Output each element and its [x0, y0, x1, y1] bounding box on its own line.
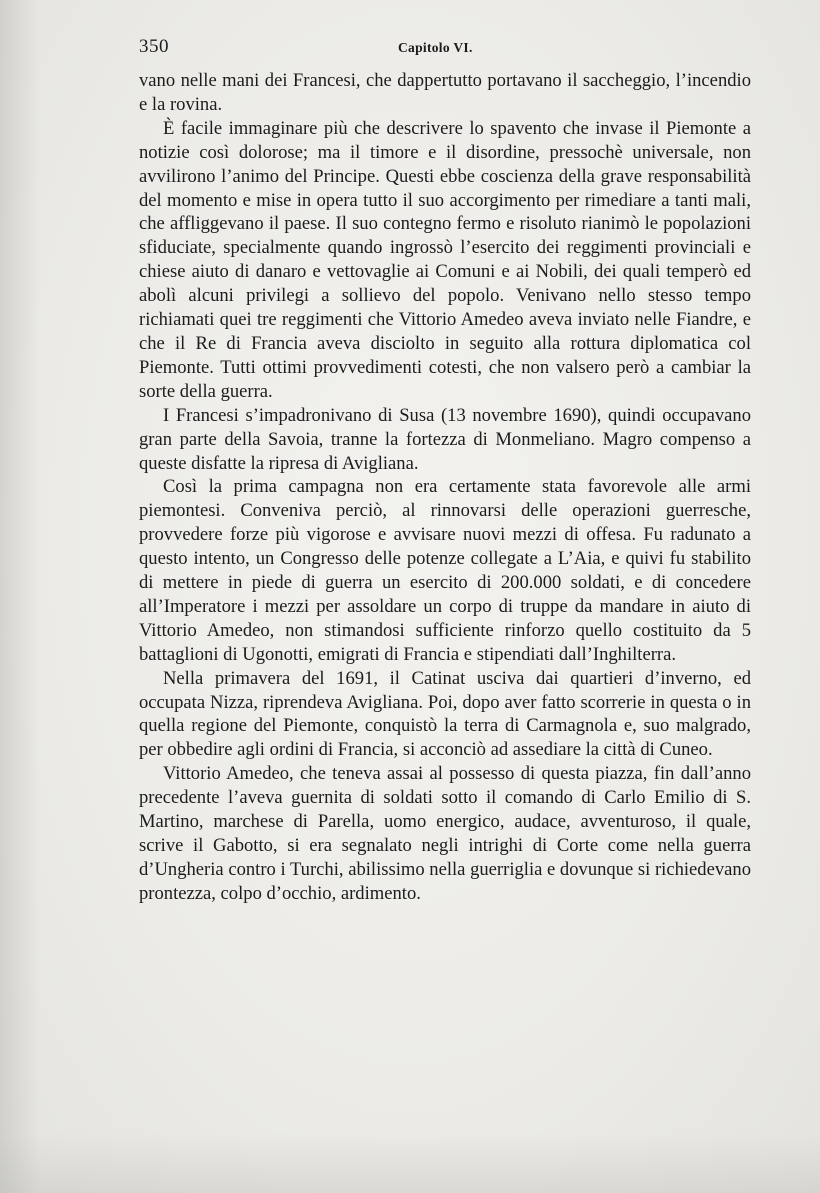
paragraph: È facile immaginare più che descrivere lo spavento che invase il Piemonte a notizie così dolorose; ma il timore e il disordine, pressochè universale, non avvilirono l’animo del Principe. Questi ebbe coscienza della grave responsabilità del momento e mise in opera tutto il suo accorgimento per rimediare a tanti mali, che affliggevano il paese. Il suo contegno fermo e risoluto rianimò le popolazioni sfiduciate, specialmente quando ingrossò l’esercito dei reggimenti provinciali e chiese aiuto di danaro e vettovaglie ai Comuni e ai Nobili, dei quali temperò ed abolì alcuni privilegi a sollievo del popolo. Venivano nello stesso tempo richiamati quei tre reggimenti che Vittorio Amedeo aveva inviato nelle Fiandre, e che il Re di Francia aveva disciolto in seguito alla rottura diplomatica col Piemonte. Tutti ottimi provvedimenti cotesti, che non valsero però a cambiar la sorte della guerra. — [139, 117, 751, 402]
paragraph: vano nelle mani dei Francesi, che dappertutto portavano il saccheggio, l’incendio e la rovina. — [139, 70, 751, 115]
body-text — [139, 69, 751, 906]
paragraph: Nella primavera del 1691, il Catinat usciva dai quartieri d’inverno, ed occupata Nizza, riprendeva Avigliana. Poi, dopo aver fatto scorrerie in questa o in quella regione del Piemonte, conquistò la terra di Carmagnola e, suo malgrado, per obbedire agli ordini di Francia, si acconciò ad assediare la città di Cuneo. — [139, 667, 751, 761]
page-shadow-bottom — [0, 1133, 820, 1193]
running-head: Capitolo VI. — [398, 40, 473, 55]
page-shadow-left — [0, 0, 40, 1193]
paragraph: I Francesi s’impadronivano di Susa (13 novembre 1690), quindi occupavano gran parte della Savoia, tranne la fortezza di Monmeliano. Magro compenso a queste disfatte la ripresa di Avigliana. — [139, 404, 751, 474]
paragraph: Vittorio Amedeo, che teneva assai al possesso di questa piazza, fin dall’anno precedente l’aveva guernita di soldati sotto il comando di Carlo Emilio di S. Martino, marchese di Parella, uomo energico, audace, avventuroso, il quale, scrive il Gabotto, si era segnalato negli intrighi di Corte come nella guerra d’Ungheria contro i Turchi, abilissimo nella guerriglia e dovunque si richiedevano prontezza, colpo d’occhio, ardimento. — [139, 763, 751, 904]
paragraph: Così la prima campagna non era certamente stata favorevole alle armi piemontesi. Conveniva perciò, al rinnovarsi delle operazioni guerresche, provvedere forze più vigorose e avvisare nuovi mezzi di offesa. Fu radunato a questo intento, un Congresso delle potenze collegate a L’Aia, e quivi fu stabilito di mettere in piede di guerra un esercito di 200.000 soldati, e di concedere all’Imperatore i mezzi per assoldare un corpo di truppe da mandare in aiuto di Vittorio Amedeo, non stimandosi sufficiente rinforzo quello costituito da 5 battaglioni di Ugonotti, emigrati di Francia e stipendiati dall’Inghilterra. — [139, 476, 751, 665]
page-number: 350 — [139, 36, 169, 57]
page-header — [139, 36, 759, 64]
